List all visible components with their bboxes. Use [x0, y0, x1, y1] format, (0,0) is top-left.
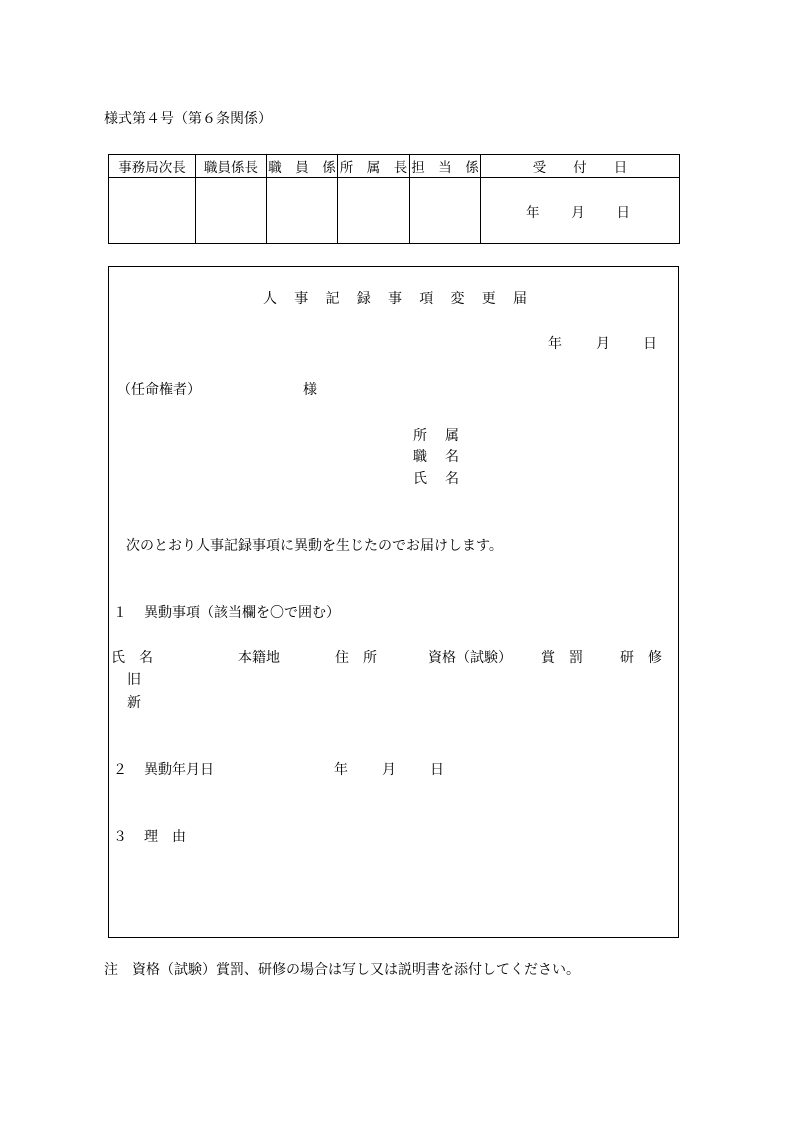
- col-training: 研 修: [620, 650, 662, 666]
- title-char: 事: [388, 291, 402, 307]
- notice-date-month: 月: [596, 336, 610, 352]
- new-row-label: 新: [127, 695, 141, 711]
- title-char: 人: [263, 291, 277, 307]
- receipt-year-label: 年: [526, 204, 540, 221]
- header-staff-chief: 職員係長: [196, 155, 267, 178]
- notice-frame: [108, 266, 679, 938]
- stamp-cell-staff-chief[interactable]: [196, 178, 267, 244]
- affiliation-label-2: 属: [445, 428, 459, 444]
- stamp-cell-person-in-charge[interactable]: [410, 178, 481, 244]
- col-qualification: 資格（試験）: [428, 650, 512, 666]
- section2-day: 日: [430, 762, 444, 778]
- title-char: 事: [294, 291, 309, 307]
- header-deputy-director: 事務局次長: [109, 155, 196, 178]
- old-row-label: 旧: [127, 672, 141, 688]
- header-staff-section: 職 員 係: [267, 155, 338, 178]
- addressee-label: （任命権者）: [117, 382, 201, 398]
- notice-date-year: 年: [548, 336, 562, 352]
- title-char: 録: [356, 291, 371, 307]
- section2-month: 月: [382, 762, 396, 778]
- section2-number: ２: [113, 762, 127, 778]
- notice-title: [263, 292, 527, 306]
- title-char: 記: [325, 291, 340, 307]
- name-label-1: 氏: [413, 471, 427, 487]
- footnote: 注 資格（試験）賞罰、研修の場合は写し又は説明書を添付してください。: [104, 962, 580, 978]
- stamp-cell-department-head[interactable]: [338, 178, 410, 244]
- stamp-cell-staff-section[interactable]: [267, 178, 338, 244]
- section1-label: 異動事項（該当欄を〇で囲む）: [144, 605, 340, 621]
- name-label-2: 名: [445, 471, 459, 487]
- title-char: 更: [481, 291, 496, 307]
- col-address: 住 所: [335, 650, 377, 666]
- approval-stamp-table: [108, 154, 680, 244]
- affiliation-label-1: 所: [413, 428, 427, 444]
- title-char: 変: [450, 291, 465, 307]
- col-name: 氏 名: [111, 650, 153, 666]
- header-person-in-charge: 担 当 係: [410, 155, 481, 178]
- addressee-honorific: 様: [303, 382, 317, 398]
- form-number: 様式第４号（第６条関係）: [104, 111, 272, 127]
- header-receipt-date: 受 付 日: [481, 155, 680, 178]
- header-department-head: 所 属 長: [338, 155, 410, 178]
- position-label-1: 職: [413, 449, 427, 465]
- section3-number: ３: [113, 829, 127, 845]
- section2-label: 異動年月日: [144, 762, 214, 778]
- position-label-2: 名: [445, 449, 459, 465]
- section3-label: 理 由: [144, 829, 186, 845]
- section1-number: １: [113, 605, 127, 621]
- col-reward: 賞 罰: [541, 650, 583, 666]
- title-char: 項: [419, 291, 434, 307]
- statement-text: 次のとおり人事記録事項に異動を生じたのでお届けします。: [126, 538, 503, 554]
- notice-date-day: 日: [643, 336, 657, 352]
- receipt-month-label: 月: [571, 204, 585, 221]
- section2-year: 年: [334, 762, 348, 778]
- receipt-date-cell[interactable]: [481, 178, 680, 244]
- col-domicile: 本籍地: [238, 650, 280, 666]
- stamp-cell-deputy-director[interactable]: [109, 178, 196, 244]
- receipt-day-label: 日: [616, 204, 630, 221]
- title-char: 届: [513, 291, 527, 307]
